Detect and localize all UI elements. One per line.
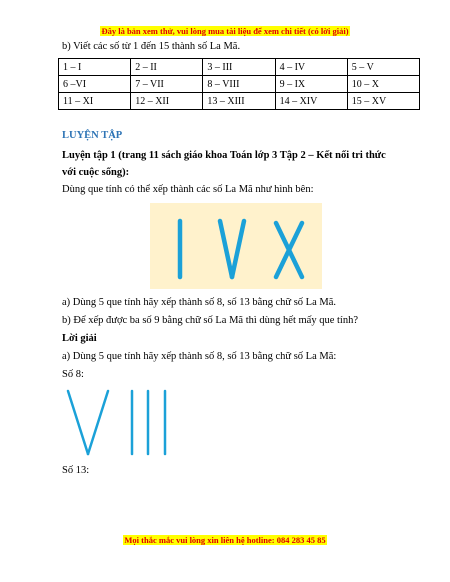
sticks-illustration [150, 203, 322, 289]
table-cell: 11 – XI [59, 93, 131, 110]
table-cell: 13 – XIII [203, 93, 275, 110]
exercise-title-line2: với cuộc sống): [62, 167, 130, 178]
exercise-title-line1: Luyện tập 1 (trang 11 sách giáo khoa Toán lớp 3 Tập 2 – Kết nối tri thức [62, 150, 386, 161]
table-row [59, 59, 420, 76]
table-row [59, 76, 420, 93]
label-number-13: Số 13: [62, 465, 90, 476]
intro-b: b) Viết các số từ 1 đến 15 thành số La Mã. [62, 41, 241, 52]
table-cell: 5 – V [347, 59, 419, 76]
table-cell: 9 – IX [275, 76, 347, 93]
table-cell: 10 – X [347, 76, 419, 93]
stick-8-v-left [68, 391, 88, 454]
table-cell: 15 – XV [347, 93, 419, 110]
table-cell: 12 – XII [131, 93, 203, 110]
table-cell: 8 – VIII [203, 76, 275, 93]
hotline-banner-text: Mọi thắc mắc vui lòng xin liên hệ hotline: 084 283 45 85 [124, 535, 326, 545]
table-cell: 6 –VI [59, 76, 131, 93]
exercise-prompt: Dùng que tính có thể xếp thành các số La Mã như hình bên: [62, 184, 314, 195]
section-title: LUYỆN TẬP [62, 130, 123, 141]
question-a: a) Dùng 5 que tính hãy xếp thành số 8, số 13 bằng chữ số La Mã. [62, 297, 336, 308]
roman-numerals-table [58, 58, 420, 110]
preview-banner [0, 26, 450, 36]
stick-8-v-right [88, 391, 108, 454]
question-b: b) Để xếp được ba số 9 bằng chữ số La Mã thì dùng hết mấy que tính? [62, 315, 358, 326]
hotline-banner [0, 535, 450, 545]
solution-a: a) Dùng 5 que tính hãy xếp thành số 8, số 13 bằng chữ số La Mã: [62, 351, 337, 362]
table-cell: 7 – VII [131, 76, 203, 93]
table-cell: 4 – IV [275, 59, 347, 76]
number-8-sticks [64, 388, 174, 458]
table-row [59, 93, 420, 110]
table-cell: 1 – I [59, 59, 131, 76]
table-cell: 2 – II [131, 59, 203, 76]
preview-banner-text: Đây là bản xem thử, vui lòng mua tài liệu để xem chi tiết (có lời giải) [101, 26, 349, 36]
stick-v-right [232, 221, 244, 277]
table-cell: 14 – XIV [275, 93, 347, 110]
table-cell: 3 – III [203, 59, 275, 76]
label-number-8: Số 8: [62, 369, 84, 380]
solution-title: Lời giải [62, 333, 97, 344]
roman-sticks-figure [150, 203, 322, 289]
stick-v-left [220, 221, 232, 277]
